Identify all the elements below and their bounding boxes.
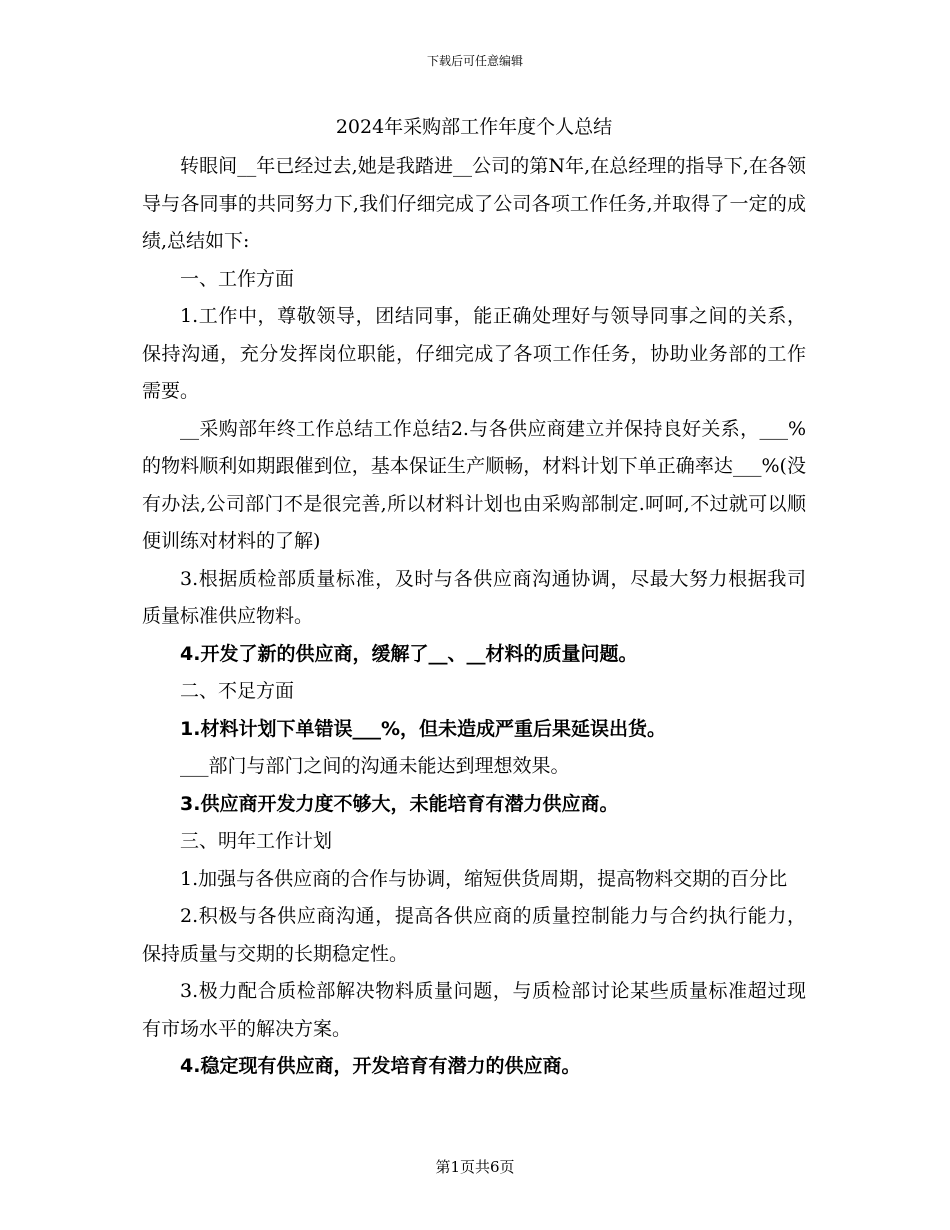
work-item-2: __采购部年终工作总结工作总结2.与各供应商建立并保持良好关系，___%的物料顺利如期跟催到位，基本保证生产顺畅，材料计划下单正确率达___%(没有办法,公司部门不是很完善,所以材料计划也由采购部制定.呵呵,不过就可以顺便训练对材料的了解) xyxy=(142,417,806,552)
plan-item-4: 4.稳定现有供应商，开发培育有潜力的供应商。 xyxy=(180,1055,581,1077)
shortcoming-item-2: ___部门与部门之间的沟通未能达到理想效果。 xyxy=(180,755,570,777)
work-item-4: 4.开发了新的供应商，缓解了__、__材料的质量问题。 xyxy=(180,642,638,665)
shortcoming-item-3: 3.供应商开发力度不够大，未能培育有潜力供应商。 xyxy=(180,792,619,815)
section-heading-work: 一、工作方面 xyxy=(180,267,295,290)
work-item-3: 3.根据质检部质量标准，及时与各供应商沟通协调，尽最大努力根据我司质量标准供应物料。 xyxy=(142,567,806,627)
page-header: 下载后可任意编辑 xyxy=(426,54,523,68)
plan-item-2: 2.积极与各供应商沟通，提高各供应商的质量控制能力与合约执行能力，保持质量与交期的长期稳定性。 xyxy=(142,905,806,965)
plan-item-3: 3.极力配合质检部解决物料质量问题，与质检部讨论某些质量标准超过现有市场水平的解决方案。 xyxy=(142,980,806,1040)
page-footer: 第1页共6页 xyxy=(435,1158,515,1176)
shortcoming-item-1: 1.材料计划下单错误___%，但未造成严重后果延误出货。 xyxy=(180,717,666,740)
document-body xyxy=(142,112,806,1086)
section-heading-shortcomings: 二、不足方面 xyxy=(180,680,295,702)
plan-item-1: 1.加强与各供应商的合作与协调，缩短供货周期，提高物料交期的百分比 xyxy=(180,867,788,890)
work-item-1: 1.工作中，尊敬领导，团结同事，能正确处理好与领导同事之间的关系，保持沟通，充分发挥岗位职能，仔细完成了各项工作任务，协助业务部的工作需要。 xyxy=(142,305,806,402)
section-heading-plan: 三、明年工作计划 xyxy=(180,830,333,852)
intro-paragraph: 转眼间__年已经过去,她是我踏进__公司的第N年,在总经理的指导下,在各领导与各同事的共同努力下,我们仔细完成了公司各项工作任务,并取得了一定的成绩,总结如下: xyxy=(142,155,806,252)
document-title: 2024年采购部工作年度个人总结 xyxy=(335,116,613,138)
